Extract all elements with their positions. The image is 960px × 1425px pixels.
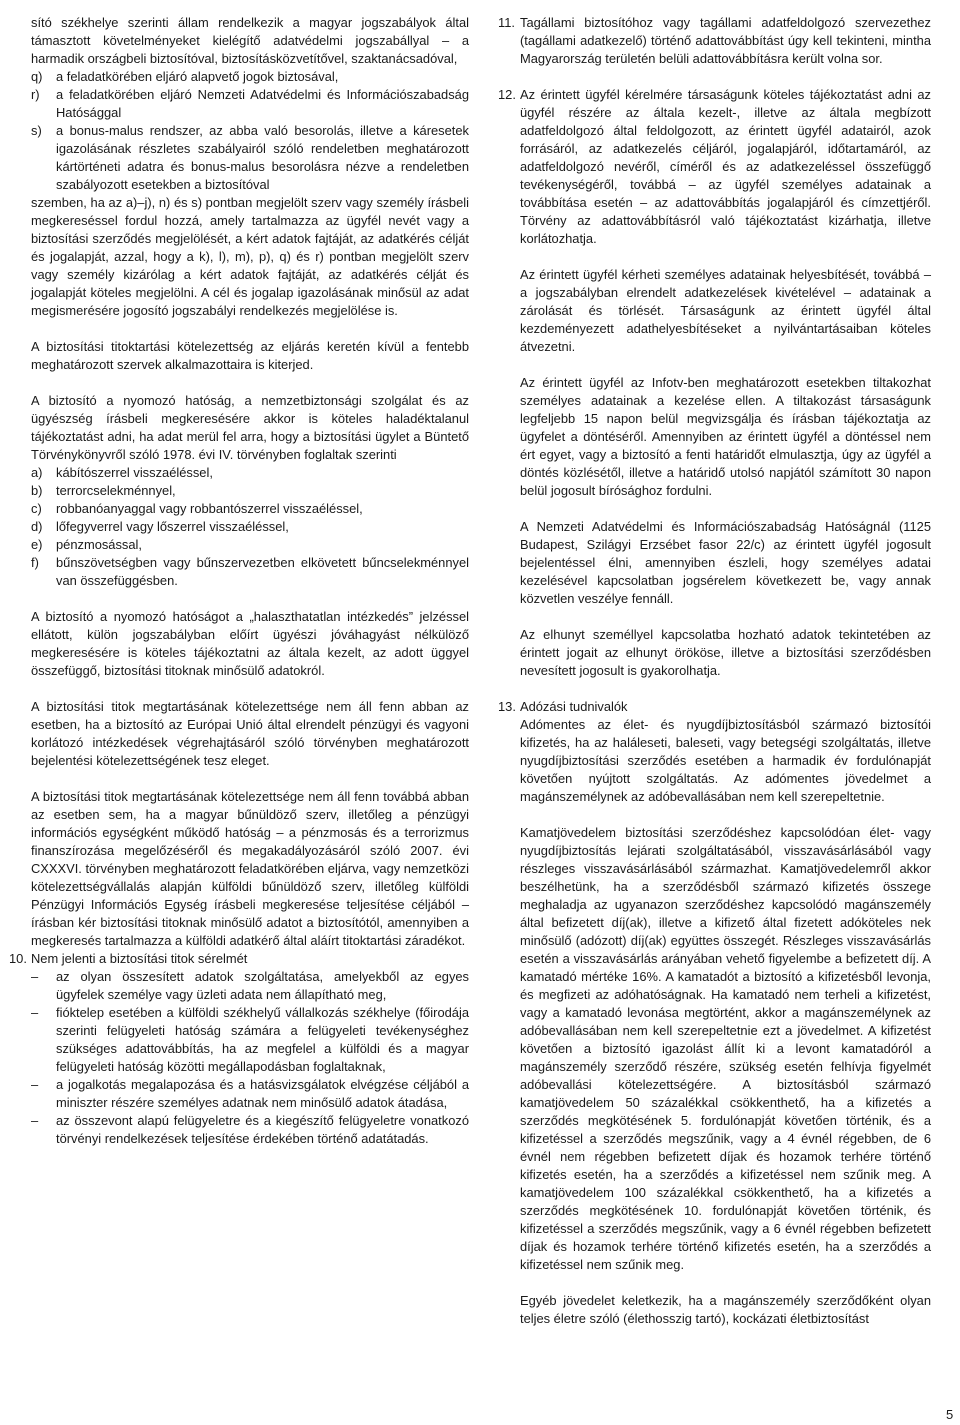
section-number: 12. [498,87,516,102]
list-marker: s) [31,123,42,138]
dash-item: – az összevont alapú felügyeletre és a kiegészítő felügyeletre vonatkozó törvényi rendelkezések teljesítése érdekében történő adatátadás. [31,1113,469,1146]
section-12-para: Az elhunyt személlyel kapcsolatba hozható adatok tekintetében az érintett jogait az elhunyt örököse, illetve a biztosítási szerződésben nevesített jogosult is gyakorolhatja. [520,627,931,678]
paragraph-kamatjovedelem: Kamatjövedelem biztosítási szerződéshez kapcsolódóan élet- vagy nyugdíjbiztosítás lejárati szolgáltatásából, visszavásárlásából vagy részleges visszavásárlásából származhat. Kamatjövedelemről akkor beszélhetünk, ha a szerződésből származó kifizetés összege meghaladja az ugyanazon szerződéshez kapcsolódó magánszemély által befizetett díj(ak), illetve a kifizető által fizetett adóköteles nek minősülő (adózott) díj(ak) együttes összegét. Részleges visszavásárlás esetén a visszavásárlás arányában vehető figyelembe a befizetett díj. A kamatadó mértéke 16%. A kamatadót a biztosító a kifizetésből levonja, és megfizeti az adóhatóságnak. Ha kamatadó nem terheli a kifizetést, vagy a kamatadó levonása megtörtént, akkor a magánszemélynek az adóbevallásában nem kell szerepeltetnie ezt a jövedelmet. A kifizetést követően a biztosító igazolást állít ki a levont kamatadóról a magánszemély szerződő részére, szükség esetén felhívja figyelmét adóbevallási kötelezettségére. A biztosításból származó kamatjövedelem 50 százalékkal csökkenthető, ha a kifizetés a szerződés megkötésének 5. fordulónapját követően történik, és a kifizetéssel a szerződés megszűnik, vagy a 4 évnél régebben, de 6 évnél nem régebben befizetett díjak és hozamok terhére történő kifizetés esetén, ha a szerződés a kifizetéssel nem szűnik meg. A kamatjövedelem 100 százalékkal csökkenthető, ha a kifizetés a szerződés megkötésének 10. fordulónapját követően történik, és kifizetéssel a szerződés megszűnik, vagy a 6 évnél régebben befizetett díjak és hozamok terhére történő kifizetés esetén, ha a szerződés a kifizetéssel nem szűnik meg. [520,825,931,1272]
page-number: 5 [946,1407,954,1422]
list-marker: q) [31,69,43,84]
paragraph-szemben: szemben, ha az a)–j), n) és s) pontban megjelölt szerv vagy személy írásbeli megkereséssel fordul hozzá, amely tartalmazza az ügyfél nevét vagy a biztosítási szerződés megjelölését, a kért adatok fajtáját, az adatkérés célját és jogalapját, azzal, hogy a k), l), m), p), q) és r) pontban megjelölt szerv vagy személy kizárólag a kért adatok fajtáját, az adatkérés célját és jogalapját köteles megjelölni. A cél és jogalap igazolásának minősül az adat megismerésére jogosító jogszabályi rendelkezés megjelölése is. [31,195,469,318]
section-11 [498,14,931,68]
list-item-q [31,68,469,86]
dash-item: – az olyan összesített adatok szolgáltatása, amelyekből az egyes ügyfelek személye vagy üzleti adata nem állapítható meg, [31,969,469,1002]
section-number: 13. [498,699,516,714]
dash-text: a jogalkotás megalapozása és a hatásvizsgálatok elvégzése céljából a miniszter részére személyes adatnak nem minősülő adatok átadása, [56,1077,469,1110]
dash-item: – fióktelep esetében a külföldi székhelyű vállalkozás székhelye (főirodája szerinti felügyeleti hatóság számára a felügyeleti tevékenységhez szükséges adattovábbítás, ha az megfelel a külföldi és a magyar felügyeleti hatóság közötti megállapodásban foglaltaknak, [31,1005,469,1074]
dash-text: az összevont alapú felügyeletre és a kiegészítő felügyeletre vonatkozó törvényi rendelkezések teljesítése érdekében történő adatátadás. [56,1113,469,1146]
list-text: pénzmosással, [56,537,142,552]
dash-text: fióktelep esetében a külföldi székhelyű vállalkozás székhelye (főirodája szerinti felügyeleti hatóság számára a felügyeleti tevékenységhez szükséges adattovábbítás, ha az megfelel a külföldi és a magyar felügyeleti hatóság közötti megállapodásban foglaltaknak, [56,1005,469,1074]
list-text: a feladatkörében eljáró Nemzeti Adatvédelmi és Információszabadság Hatósággal [56,87,469,120]
right-column [498,14,931,1328]
section-12-para: Az érintett ügyfél kérelmére társaságunk köteles tájékoztatást adni az ügyfél részére az általa kezelt-, illetve az általa megbízott adatfeldolgozó által feldolgozott, az érintett ügyfél adatairól, azok forrásáról, az adatkezelés céljáról, jogalapjáról, időtartamáról, az adatfeldolgozó nevéről, címéről és az adatkezeléssel összefüggő tevékenységéről, továbbá – az ügyfél személyes adatainak a továbbítása esetén – az adattovábbítás jogalapjáról és címzettjéről. Törvény az adattovábbításról való tájékoztatást kizárhatja, illetve korlátozhatja. [520,87,931,246]
crime-item-f [31,554,469,590]
list-marker: a) [31,465,43,480]
section-13-text: Adómentes az élet- és nyugdíjbiztosításból származó biztosítói kifizetés, ha az haláleseti, baleseti, vagy betegségi szolgáltatás, illetve nyugdíjbiztosítási szerződés esetében a harmadik év fordulónapját követően nyújtott szolgáltatás. Az adómentes jövedelmet a magánszemélynek az adóbevallásában nem kell szerepeltetnie. [520,717,931,804]
paragraph-egyeb-jovedelem: Egyéb jövedelet keletkezik, ha a magánszemély szerződőként olyan teljes életre szóló (élethosszig tartó), kockázati életbiztosítást [520,1293,931,1326]
paragraph-eu-korlatozo: A biztosítási titok megtartásának kötelezettsége nem áll fenn abban az esetben, ha a biztosító az Európai Unió által elrendelt pénzügyi és vagyoni korlátozó intézkedések végrehajtásáról szóló törvényben meghatározott bejelentési kötelezettségének tesz eleget. [31,699,469,768]
list-marker: b) [31,483,43,498]
crime-item-c [31,500,469,518]
crime-item-a [31,464,469,482]
list-text: robbanóanyaggal vagy robbantószerrel visszaéléssel, [56,501,363,516]
list-marker: c) [31,501,42,516]
crime-item-d [31,518,469,536]
section-12-para: Az érintett ügyfél kérheti személyes adatainak helyesbítését, továbbá – a jogszabályban elrendelt adatkezelések kivételével – adatainak a zárolását és törlését. Társaságunk az érintett ügyfél által kezdeményezett adathelyesbítéseket a nyilvántartásaiban köteles átvezetni. [520,267,931,354]
list-marker: d) [31,519,43,534]
list-text: lőfegyverrel vagy lőszerrel visszaéléssel, [56,519,289,534]
section-10-intro: Nem jelenti a biztosítási titok sérelmét [31,951,248,966]
section-number: 11. [498,15,515,30]
section-number: 10. [9,951,27,966]
list-text: bűnszövetségben vagy bűnszervezetben elkövetett bűncselekménnyel van összefüggésben. [56,555,469,588]
section-11-text: Tagállami biztosítóhoz vagy tagállami adatfeldolgozó szervezethez (tagállami adatkezelő) történő adattovábbítást úgy kell tekinteni, mintha Magyarország területén belüli adattovábbításra került volna sor. [520,15,931,66]
list-marker: r) [31,87,40,102]
paragraph-intro: sító székhelye szerinti állam rendelkezik a magyar jogszabályok által támasztott követelményeket kielégítő adatvédelmi jogszabállyal – a harmadik országbeli biztosítóval, biztosításközvetítővel, szaktanácsadóval, [31,15,469,66]
paragraph-titoktartas: A biztosítási titoktartási kötelezettség az eljárás keretén kívül a fentebb meghatározott szervek alkalmazottaira is kiterjed. [31,339,469,372]
crime-item-e [31,536,469,554]
section-13 [498,698,931,1328]
left-column [9,14,469,1148]
list-text: kábítószerrel visszaéléssel, [56,465,213,480]
section-12-para: A Nemzeti Adatvédelmi és Információszabadság Hatóságnál (1125 Budapest, Szilágyi Erzsébet fasor 22/c) az érintett ügyfél jogosult bejelentéssel élni, amennyiben észleli, hogy személyes adatai kezelésével kapcsolatban jogsérelem következett be, vagy annak közvetlen veszélye fennáll. [520,519,931,606]
list-text: terrorcselekménnyel, [56,483,176,498]
list-item-r [31,86,469,122]
list-marker: f) [31,555,39,570]
dash-text: az olyan összesített adatok szolgáltatása, amelyekből az egyes ügyfelek személye vagy üzleti adata nem állapítható meg, [56,969,469,1002]
list-item-s [31,122,469,194]
section-13-title: Adózási tudnivalók [520,699,628,714]
crime-item-b [31,482,469,500]
section-12-para: Az érintett ügyfél az Infotv-ben meghatározott esetekben tiltakozhat személyes adatainak a kezelése ellen. A tiltakozást társaságunk legfeljebb 15 napon belül megvizsgálja és írásban tájékoztatja az ügyfelet a döntéséről. Amennyiben az érintett ügyfél a döntéssel nem ért egyet, vagy a biztosító a fenti határidőt elmulasztja, úgy az ügyfél a döntés közlésétől, illetve a határidő utolsó napjától számított 30 napon belül jogosult bírósághoz fordulni. [520,375,931,498]
list-text: a feladatkörében eljáró alapvető jogok biztosával, [56,69,339,84]
paragraph-bunuldozo: A biztosítási titok megtartásának kötelezettsége nem áll fenn továbbá abban az esetben sem, ha a magyar bűnüldöző szerv, illetőleg a pénzügyi információs egységként működő hatóság – a pénzmosás és a terrorizmus finanszírozása megelőzéséről és megakadályozásáról szóló 2007. évi CXXXVI. törvényben meghatározott feladatkörében eljárva, vagy nemzetközi kötelezettségvállalás alapján külföldi bűnüldöző szerv, illetőleg külföldi Pénzügyi Információs Egység írásbeli megkeresése teljesítése céljából – írásban kér biztosítási titoknak minősülő adatot a biztosítótól, amennyiben a megkeresés tartalmazza a külföldi adatkérő által aláírt titoktartási záradékot. [31,789,469,948]
dash-item: – a jogalkotás megalapozása és a hatásvizsgálatok elvégzése céljából a miniszter részére személyes adatnak nem minősülő adatok átadása, [31,1077,469,1110]
paragraph-halaszthatatlan: A biztosító a nyomozó hatóságot a „halaszthatatlan intézkedés” jelzéssel ellátott, külön jogszabályban előírt ügyészi jóváhagyást nélkülöző megkeresésére is köteles tájékoztatni az általa kezelt, az adott üggyel összefüggő, biztosítási titoknak minősülő adatokról. [31,609,469,678]
list-marker: e) [31,537,43,552]
section-12 [498,86,931,680]
list-text: a bonus-malus rendszer, az abba való besorolás, illetve a káresetek igazolásának részletes szabályairól szóló rendeletben meghatározott kártörténeti adatra és bonus-malus besorolásra nézve a rendeletben szabályozott esetekben a biztosítóval [56,123,469,192]
section-10 [9,950,469,1148]
paragraph-nyomozo-hatosag: A biztosító a nyomozó hatóság, a nemzetbiztonsági szolgálat és az ügyészség írásbeli megkeresésére akkor is köteles haladéktalanul tájékoztatást adni, ha adat merül fel arra, hogy a biztosítási ügylet a Büntető Törvénykönyvről szóló 1978. évi IV. törvényben foglaltak szerinti [31,393,469,462]
